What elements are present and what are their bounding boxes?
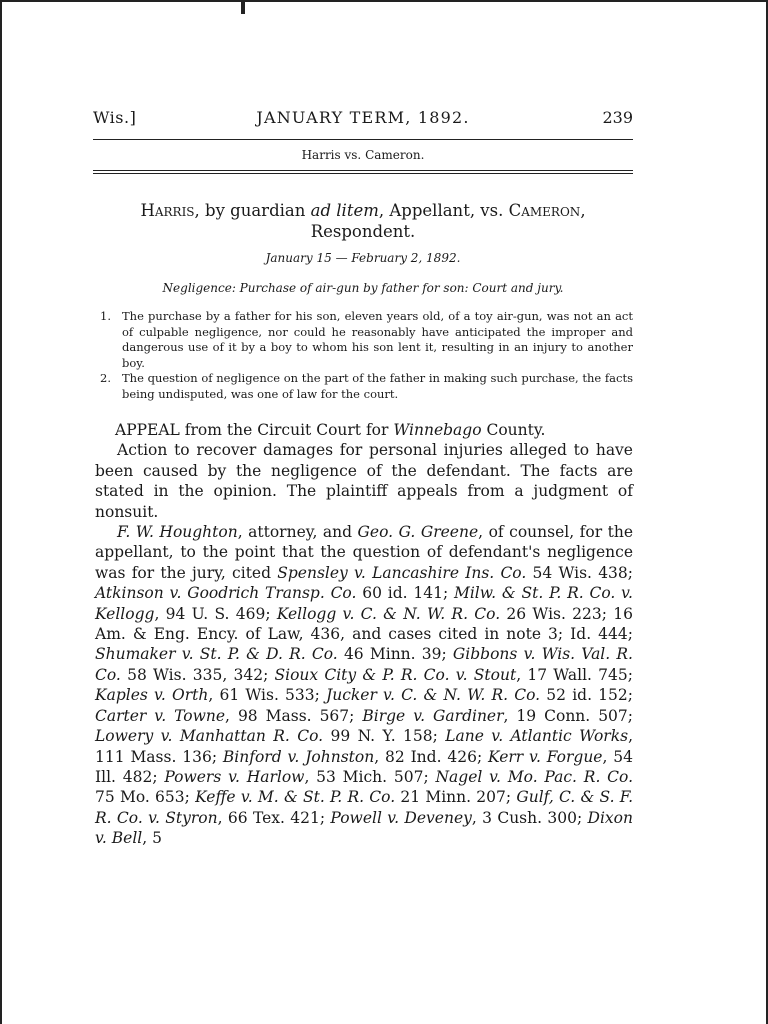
counsel-text: , 19 Conn. 507; <box>503 706 633 725</box>
page-number: 239 <box>602 108 633 127</box>
counsel-paragraph <box>95 522 633 849</box>
body-text <box>95 420 633 849</box>
counsel-text: , 5 <box>142 829 162 848</box>
counsel-text: 75 Mo. 653; <box>95 788 196 807</box>
headnote-topic: Negligence: Purchase of air-gun by father for son: Court and jury. <box>162 281 564 295</box>
appeal-text: from the Circuit Court for <box>179 421 394 439</box>
scan-border-top <box>0 0 768 2</box>
counsel-text: 54 Wis. 438; <box>526 563 634 582</box>
case-citation: Birge v. Gardiner <box>362 706 504 725</box>
case-citation: Lane v. Atlantic Works <box>445 727 629 746</box>
case-citation: Milw. & St. P. R. Co. v. Kellogg <box>95 584 633 623</box>
counsel-text: , 66 Tex. 421; <box>217 808 331 827</box>
synopsis-number: 2. <box>100 371 111 385</box>
case-citation: Sioux City & P. R. Co. v. Stout <box>274 665 517 684</box>
counsel-text: , 94 U. S. 469; <box>154 604 277 623</box>
scan-mark-top <box>241 0 245 14</box>
case-citation: Carter v. Towne <box>95 706 226 725</box>
running-head-rule-2 <box>93 173 633 174</box>
counsel-text: , attorney, and <box>237 523 358 542</box>
counsel-text: , 82 Ind. 426; <box>374 747 489 766</box>
header-reporter: Wis.] <box>93 108 137 127</box>
scan-border-left <box>0 0 2 1024</box>
counsel-text: , 53 Mich. 507; <box>304 767 436 786</box>
counsel-text: , of counsel, for the appellant, to the point that the question of defendant's negligence was for the jury, cited <box>95 523 634 582</box>
counsel-text: , 3 Cush. 300; <box>471 808 588 827</box>
synopsis-item <box>100 371 633 402</box>
counsel-text: , 54 Ill. 482; <box>95 747 633 786</box>
case-citation: Gibbons v. Wis. Val. R. Co. <box>95 645 633 684</box>
appeal-paragraph <box>95 420 633 440</box>
case-citation: Nagel v. Mo. Pac. R. Co. <box>435 767 634 786</box>
case-citation: Dixon v. Bell <box>95 808 633 848</box>
counsel-text: 26 Wis. 223; 16 Am. & Eng. Ency. of Law, 436, and cases cited in note 3; Id. 444; <box>95 604 633 644</box>
counsel-text: 58 Wis. 335, 342; <box>120 665 275 684</box>
page-header <box>93 108 633 128</box>
counsel-text: 99 N. Y. 158; <box>323 727 446 746</box>
synopsis-number: 1. <box>100 309 111 323</box>
running-head: Harris vs. Cameron. <box>301 148 425 162</box>
synopsis-item <box>100 309 633 371</box>
case-citation: Kaples v. Orth <box>95 686 209 705</box>
case-title-text-1: , by guardian <box>194 201 311 220</box>
synopsis-text: The question of negligence on the part of the father in making such purchase, the facts being undisputed, was one of law for the court. <box>122 371 633 401</box>
case-citation: Kellogg v. C. & N. W. R. Co. <box>276 604 501 623</box>
case-citation: Powell v. Deveney <box>330 808 472 827</box>
counsel-text: 46 Minn. 39; <box>337 645 453 664</box>
action-paragraph: Action to recover damages for personal injuries alleged to have been caused by the negligence of the defendant. The facts are stated in the opinion. The plaintiff appeals from a judgment of nonsuit. <box>95 441 633 521</box>
case-citation: F. W. Houghton <box>117 523 238 542</box>
case-title <box>93 200 633 242</box>
synopsis-text: The purchase by a father for his son, eleven years old, of a toy air-gun, was not an act of culpable negligence, nor could he reasonably have anticipated the improper and dangerous use of it by a boy to whom his son lent it, resulting in an injury to another boy. <box>122 309 633 370</box>
case-citation: Jucker v. C. & N. W. R. Co. <box>326 686 541 705</box>
case-citation: Powers v. Harlow <box>164 767 305 786</box>
appeal-end: County. <box>481 421 546 439</box>
counsel-text: , 17 Wall. 745; <box>516 665 633 684</box>
case-title-text-2: , Appellant, vs. <box>378 201 509 220</box>
case-citation: Kerr v. Forgue <box>488 747 603 766</box>
header-term: JANUARY TERM, 1892. <box>256 108 470 127</box>
header-rule <box>93 139 633 140</box>
case-citation: Binford v. Johnston <box>222 747 375 766</box>
case-citation: Spensley v. Lancashire Ins. Co. <box>277 563 527 582</box>
case-title-party-2: Cameron <box>508 201 581 220</box>
case-citation: Geo. G. Greene <box>357 523 479 542</box>
counsel-text: 52 id. 152; <box>540 686 633 705</box>
appeal-lead: APPEAL <box>115 421 180 439</box>
case-title-text-3: , Respondent. <box>310 201 586 241</box>
counsel-text: , 111 Mass. 136; <box>95 727 633 766</box>
case-citation: Gulf, C. & S. F. R. Co. v. Styron <box>95 788 633 827</box>
counsel-text: 21 Minn. 207; <box>395 788 517 807</box>
synopsis <box>100 309 633 402</box>
counsel-text: 60 id. 141; <box>356 584 454 603</box>
counsel-text: , 61 Wis. 533; <box>208 686 327 705</box>
appeal-county: Winnebago <box>393 421 482 439</box>
case-citation: Atkinson v. Goodrich Transp. Co. <box>95 584 357 603</box>
case-title-party-1: Harris <box>140 201 195 220</box>
case-title-latin: ad litem <box>310 201 379 220</box>
running-head-rule-1 <box>93 170 633 171</box>
counsel-text: , 98 Mass. 567; <box>225 706 363 725</box>
case-citation: Lowery v. Manhattan R. Co. <box>95 727 324 746</box>
case-citation: Shumaker v. St. P. & D. R. Co. <box>95 645 338 664</box>
case-citation: Keffe v. M. & St. P. R. Co. <box>195 788 396 807</box>
decision-date: January 15 — February 2, 1892. <box>265 251 461 265</box>
